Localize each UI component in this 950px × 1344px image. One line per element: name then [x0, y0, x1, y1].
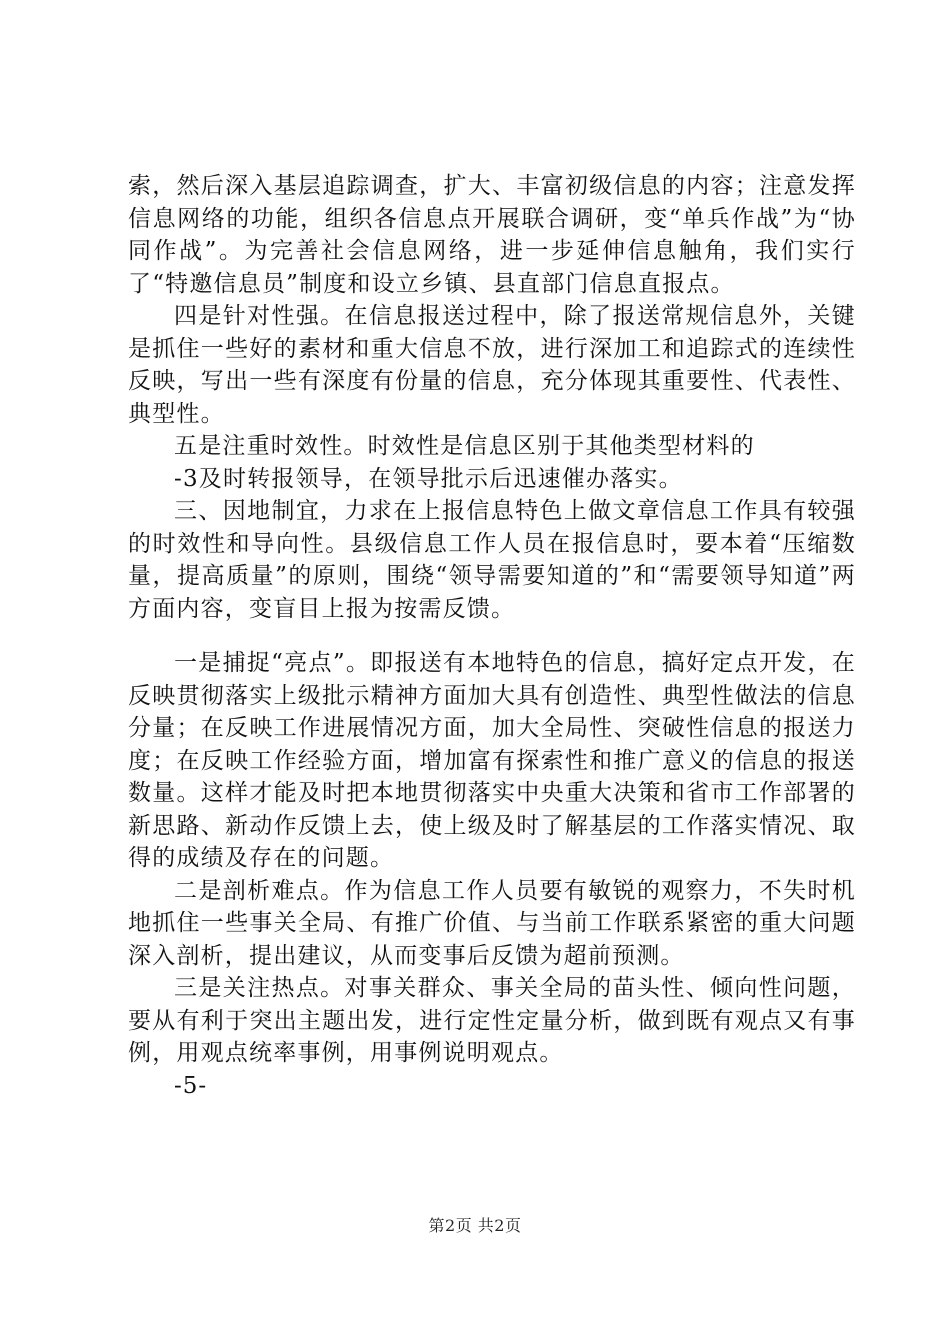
- paragraph-difficulties: 二是剖析难点。作为信息工作人员要有敏锐的观察力，不失时机地抓住一些事关全局、有推广价值、与当前工作联系紧密的重大问题深入剖析，提出建议，从而变事后反馈为超前预测。: [128, 877, 856, 969]
- page-footer: 第2页 共2页: [428, 1216, 522, 1235]
- document-body: [128, 170, 856, 1102]
- paragraph-report-leaders: -3及时转报领导，在领导批示后迅速催办落实。: [174, 465, 683, 492]
- paragraph-point-five: 五是注重时效性。时效性是信息区别于其他类型材料的: [174, 433, 755, 459]
- inner-page-number: -5-: [174, 1072, 208, 1099]
- paragraph-info-network: 索，然后深入基层追踪调查，扩大、丰富初级信息的内容；注意发挥信息网络的功能，组织各信息点开展联合调研，变“单兵作战”为“协同作战”。为完善社会信息网络，进一步延伸信息触角，我们实行了“特邀信息员”制度和设立乡镇、县直部门信息直报点。: [128, 173, 856, 297]
- paragraph-gap: [128, 625, 856, 647]
- paragraph-section-three: 三、因地制宜，力求在上报信息特色上做文章信息工作具有较强的时效性和导向性。县级信息工作人员在报信息时，要本着“压缩数量，提高质量”的原则，围绕“领导需要知道的”和“需要领导知道”两方面内容，变盲目上报为按需反馈。: [128, 498, 856, 622]
- paragraph-hotspots: 三是关注热点。对事关群众、事关全局的苗头性、倾向性问题，要从有利于突出主题出发，进行定性定量分析，做到既有观点又有事例，用观点统率事例，用事例说明观点。: [128, 975, 856, 1066]
- paragraph-point-four: 四是针对性强。在信息报送过程中，除了报送常规信息外，关键是抓住一些好的素材和重大信息不放，进行深加工和追踪式的连续性反映，写出一些有深度有份量的信息，充分体现其重要性、代表性、典型性。: [128, 303, 856, 427]
- paragraph-highlights: 一是捕捉“亮点”。即报送有本地特色的信息，搞好定点开发，在反映贯彻落实上级批示精神方面加大具有创造性、典型性做法的信息分量；在反映工作进展情况方面，加大全局性、突破性信息的报送力度；在反映工作经验方面，增加富有探索性和推广意义的信息的报送数量。这样才能及时把本地贯彻落实中央重大决策和省市工作部署的新思路、新动作反馈上去，使上级及时了解基层的工作落实情况、取得的成绩及存在的问题。: [128, 650, 856, 871]
